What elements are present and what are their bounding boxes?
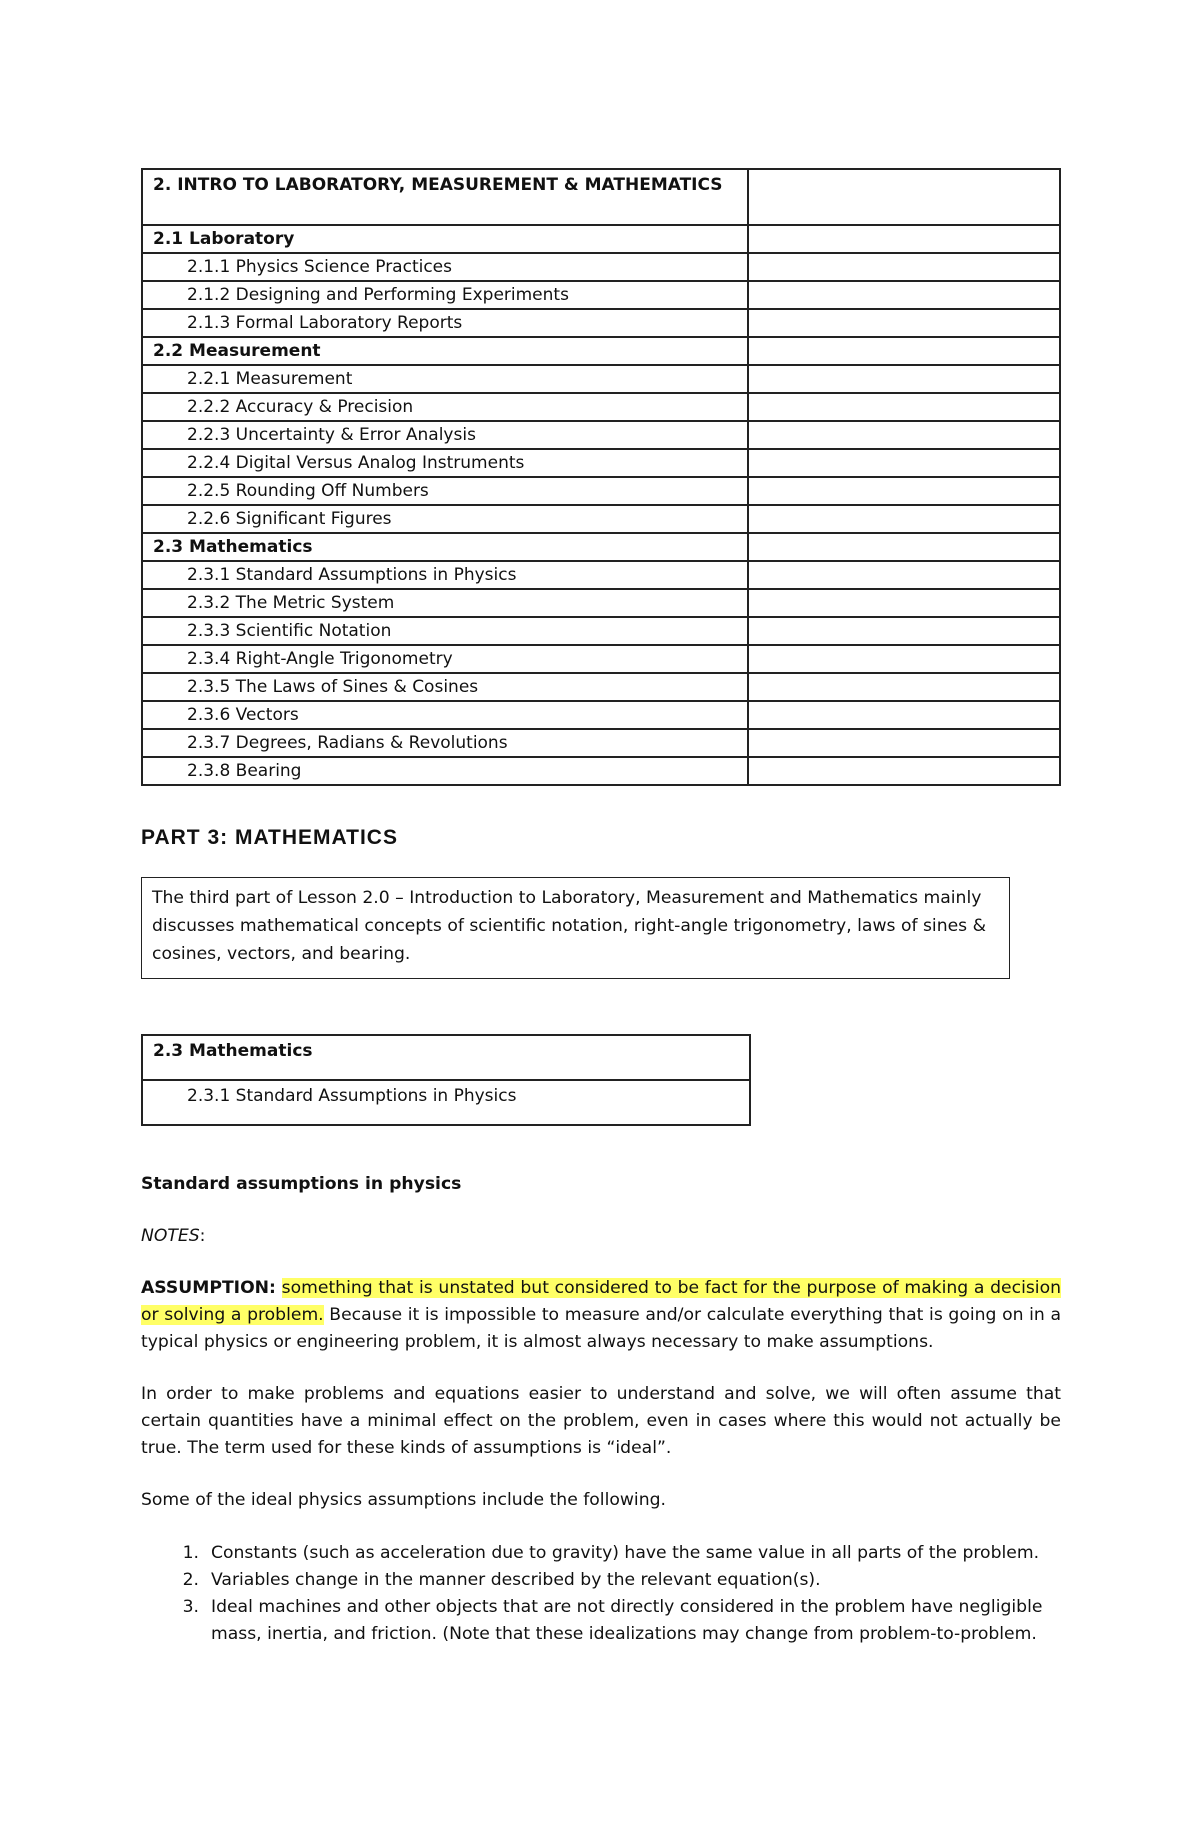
section-cell: 2.3 Mathematics <box>142 1035 750 1080</box>
outline-blank-cell <box>748 533 1060 561</box>
outline-blank-cell <box>748 393 1060 421</box>
outline-item-label: 2.2.3 Uncertainty & Error Analysis <box>142 421 748 449</box>
outline-blank-cell <box>748 505 1060 533</box>
section-table <box>141 1034 751 1126</box>
outline-blank-cell <box>748 449 1060 477</box>
lesson-outline-table <box>141 168 1061 786</box>
outline-row <box>142 757 1060 785</box>
outline-blank-cell <box>748 757 1060 785</box>
assumption-paragraph <box>141 1275 1061 1356</box>
part-title: PART 3: MATHEMATICS <box>141 826 398 849</box>
outline-item-label: 2.1 Laboratory <box>142 225 748 253</box>
outline-item-label: 2.2 Measurement <box>142 337 748 365</box>
intro-box: The third part of Lesson 2.0 – Introduction to Laboratory, Measurement and Mathematics mainly discusses mathematical concepts of scientific notation, right-angle trigonometry, laws of sines & cosines, vectors, and bearing. <box>141 877 1010 979</box>
outline-row <box>142 421 1060 449</box>
outline-blank-cell <box>748 225 1060 253</box>
topic-heading: Standard assumptions in physics <box>141 1174 462 1194</box>
outline-row <box>142 449 1060 477</box>
outline-blank-cell <box>748 421 1060 449</box>
list-item-text: Ideal machines and other objects that are not directly considered in the problem have negligible mass, inertia, and friction. (Note that these idealizations may change from problem-to-problem. <box>211 1597 1043 1644</box>
outline-blank-cell <box>748 253 1060 281</box>
outline-row <box>142 617 1060 645</box>
outline-row <box>142 337 1060 365</box>
outline-row <box>142 673 1060 701</box>
list-item <box>141 1540 1061 1567</box>
list-item-number: 2. <box>182 1570 199 1590</box>
outline-row <box>142 533 1060 561</box>
outline-row <box>142 281 1060 309</box>
outline-blank-cell <box>748 729 1060 757</box>
outline-blank-cell <box>748 281 1060 309</box>
outline-item-label: 2.2.2 Accuracy & Precision <box>142 393 748 421</box>
outline-item-label: 2.3.6 Vectors <box>142 701 748 729</box>
assumption-definition-highlight: something that is unstated but considered to be fact for the purpose of making a decision or solving a problem. <box>141 1278 1061 1325</box>
outline-title: 2. INTRO TO LABORATORY, MEASUREMENT & MATHEMATICS <box>142 169 748 225</box>
outline-item-label: 2.1.3 Formal Laboratory Reports <box>142 309 748 337</box>
outline-item-label: 2.1.2 Designing and Performing Experiments <box>142 281 748 309</box>
outline-item-label: 2.2.6 Significant Figures <box>142 505 748 533</box>
notes-line <box>141 1223 1061 1250</box>
outline-blank-cell <box>748 561 1060 589</box>
outline-item-label: 2.3 Mathematics <box>142 533 748 561</box>
outline-item-label: 2.3.7 Degrees, Radians & Revolutions <box>142 729 748 757</box>
outline-item-label: 2.3.4 Right-Angle Trigonometry <box>142 645 748 673</box>
outline-blank-cell <box>748 701 1060 729</box>
outline-row <box>142 309 1060 337</box>
outline-blank-cell <box>748 617 1060 645</box>
subsection-cell: 2.3.1 Standard Assumptions in Physics <box>142 1080 750 1125</box>
outline-row <box>142 561 1060 589</box>
outline-row <box>142 477 1060 505</box>
outline-blank-cell <box>748 309 1060 337</box>
outline-blank-cell <box>748 477 1060 505</box>
outline-title-row <box>142 169 1060 225</box>
outline-title-blank-cell <box>748 169 1060 225</box>
outline-item-label: 2.3.8 Bearing <box>142 757 748 785</box>
list-item <box>141 1594 1061 1648</box>
outline-item-label: 2.3.5 The Laws of Sines & Cosines <box>142 673 748 701</box>
assumption-term: ASSUMPTION: <box>141 1278 276 1298</box>
assumptions-list <box>141 1540 1061 1648</box>
notes-label: NOTES <box>141 1226 200 1246</box>
assumption-rest: Because it is impossible to measure and/or calculate everything that is going on in a typical physics or engineering problem, it is almost always necessary to make assumptions. <box>141 1305 1061 1352</box>
outline-row <box>142 645 1060 673</box>
outline-row <box>142 701 1060 729</box>
outline-row <box>142 225 1060 253</box>
list-item <box>141 1567 1061 1594</box>
ideal-paragraph: In order to make problems and equations easier to understand and solve, we will often assume that certain quantities have a minimal effect on the problem, even in cases where this would not actually be true. The term used for these kinds of assumptions is “ideal”. <box>141 1384 1061 1458</box>
outline-item-label: 2.2.1 Measurement <box>142 365 748 393</box>
list-item-number: 3. <box>182 1597 199 1617</box>
outline-item-label: 2.2.4 Digital Versus Analog Instruments <box>142 449 748 477</box>
outline-blank-cell <box>748 645 1060 673</box>
outline-item-label: 2.1.1 Physics Science Practices <box>142 253 748 281</box>
notes-colon: : <box>199 1226 206 1246</box>
list-item-text: Constants (such as acceleration due to gravity) have the same value in all parts of the problem. <box>211 1543 1040 1563</box>
outline-row <box>142 505 1060 533</box>
list-intro: Some of the ideal physics assumptions include the following. <box>141 1490 666 1510</box>
outline-row <box>142 365 1060 393</box>
section-row <box>142 1035 750 1080</box>
outline-row <box>142 253 1060 281</box>
outline-blank-cell <box>748 365 1060 393</box>
outline-item-label: 2.3.3 Scientific Notation <box>142 617 748 645</box>
outline-row <box>142 393 1060 421</box>
outline-row <box>142 589 1060 617</box>
outline-item-label: 2.3.1 Standard Assumptions in Physics <box>142 561 748 589</box>
outline-row <box>142 729 1060 757</box>
outline-blank-cell <box>748 337 1060 365</box>
subsection-row <box>142 1080 750 1125</box>
list-item-text: Variables change in the manner described by the relevant equation(s). <box>211 1570 821 1590</box>
outline-item-label: 2.3.2 The Metric System <box>142 589 748 617</box>
list-item-number: 1. <box>182 1543 199 1563</box>
outline-blank-cell <box>748 673 1060 701</box>
outline-blank-cell <box>748 589 1060 617</box>
outline-item-label: 2.2.5 Rounding Off Numbers <box>142 477 748 505</box>
